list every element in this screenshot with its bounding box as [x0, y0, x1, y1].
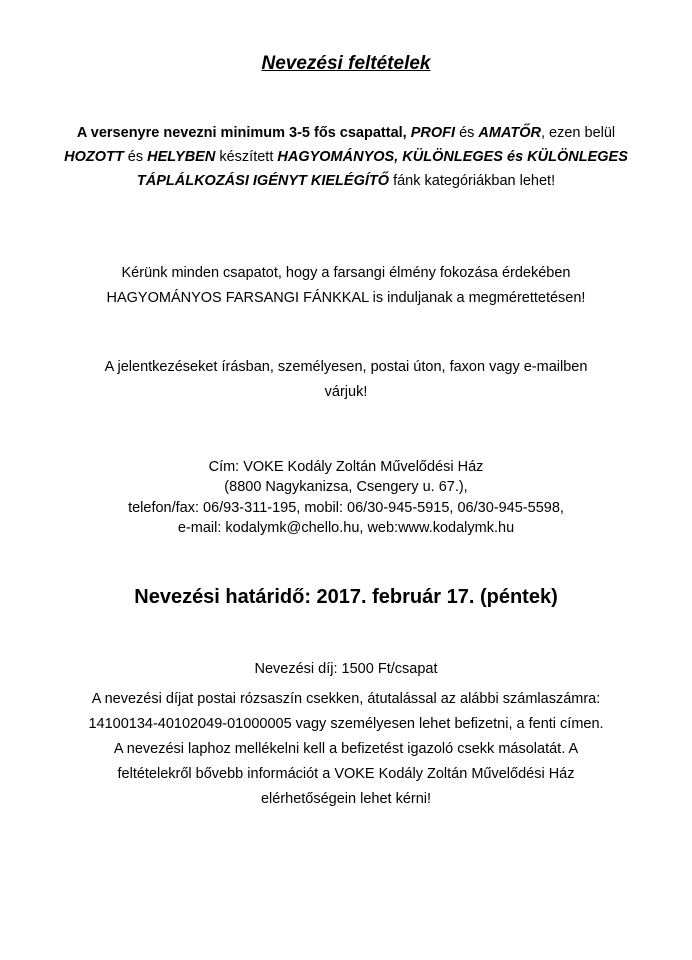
fee-line: Nevezési díj: 1500 Ft/csapat: [254, 661, 438, 677]
contact-address: Cím: VOKE Kodály Zoltán Művelődési Ház: [208, 459, 484, 475]
intro-text: , ezen belül: [540, 125, 616, 141]
applications-line: A jelentkezéseket írásban, személyesen, postai úton, faxon vagy e-mailben: [104, 359, 588, 375]
payment-line: feltételekről bővebb információt a VOKE Kodály Zoltán Művelődési Ház: [117, 766, 575, 782]
payment-line: A nevezési díjat postai rózsaszín csekken, átutalással az alábbi számlaszámra:: [91, 691, 601, 707]
payment-line: 14100134-40102049-01000005 vagy személyesen lehet befizetni, a fenti címen.: [88, 716, 604, 732]
category-amator: AMATŐR: [478, 125, 541, 141]
page-title: Nevezési feltételek: [261, 53, 431, 74]
category-hozott: HOZOTT: [64, 149, 124, 165]
intro-line-1: [0, 124, 692, 142]
category-profi: PROFI: [410, 125, 456, 141]
contact-postal: (8800 Nagykanizsa, Csengery u. 67.),: [224, 479, 468, 495]
category-taplalkozasi: TÁPLÁLKOZÁSI IGÉNYT KIELÉGÍTŐ: [136, 173, 390, 189]
intro-text: készített: [215, 149, 278, 165]
request-line: HAGYOMÁNYOS FARSANGI FÁNKKAL is induljanak a megmérettetésen!: [106, 290, 586, 306]
intro-conjunction: és: [455, 125, 479, 141]
intro-text: fánk kategóriákban lehet!: [389, 173, 556, 189]
request-line: Kérünk minden csapatot, hogy a farsangi élmény fokozása érdekében: [121, 265, 571, 281]
contact-phone: telefon/fax: 06/93-311-195, mobil: 06/30-945-5915, 06/30-945-5598,: [128, 500, 564, 516]
intro-conjunction: és: [123, 149, 148, 165]
payment-line: elérhetőségein lehet kérni!: [260, 791, 432, 807]
payment-line: A nevezési laphoz mellékelni kell a befizetést igazoló csekk másolatát. A: [113, 741, 579, 757]
category-helyben: HELYBEN: [147, 149, 216, 165]
contact-email-web: e-mail: kodalymk@chello.hu, web:www.kodalymk.hu: [177, 520, 515, 536]
intro-separator: ,: [394, 149, 403, 165]
deadline-heading: Nevezési határidő: 2017. február 17. (péntek): [134, 586, 558, 608]
category-hagyomanyos: HAGYOMÁNYOS: [277, 149, 395, 165]
intro-line-3: [0, 172, 692, 190]
category-kulonleges: KÜLÖNLEGES és KÜLÖNLEGES: [402, 149, 628, 165]
intro-line-2: [0, 148, 692, 166]
applications-line: várjuk!: [324, 384, 368, 400]
intro-text: A versenyre nevezni minimum 3-5 fős csapattal,: [76, 125, 411, 141]
